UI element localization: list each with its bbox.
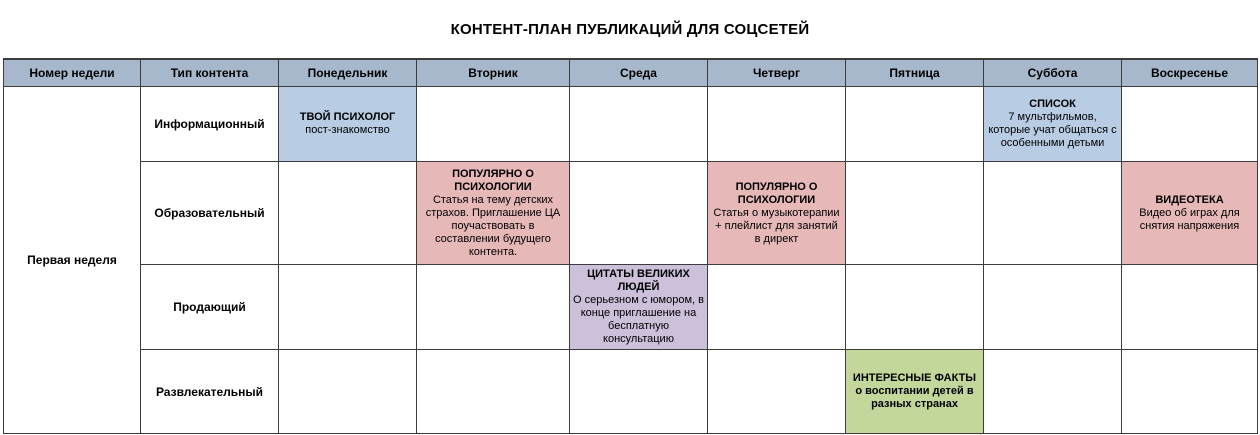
empty-cell (984, 350, 1122, 434)
content-cell-text: о воспитании детей в разных странах (855, 385, 974, 410)
content-cell-text: пост-знакомство (305, 124, 390, 136)
content-type-label: Продающий (141, 265, 279, 350)
content-cell (279, 87, 417, 162)
content-type-label: Развлекательный (141, 350, 279, 434)
column-header: Суббота (984, 59, 1122, 87)
empty-cell (846, 87, 984, 162)
table-row (4, 265, 1258, 350)
column-header: Воскресенье (1122, 59, 1258, 87)
content-cell-title: ПОПУЛЯРНО О ПСИХОЛОГИИ (452, 167, 534, 193)
content-cell-title: ВИДЕОТЕКА (1155, 193, 1224, 206)
content-cell (1122, 162, 1258, 265)
empty-cell (417, 350, 570, 434)
empty-cell (279, 162, 417, 265)
empty-cell (1122, 265, 1258, 350)
week-label: Первая неделя (4, 87, 141, 434)
empty-cell (570, 87, 708, 162)
empty-cell (279, 265, 417, 350)
page-title: КОНТЕНТ-ПЛАН ПУБЛИКАЦИЙ ДЛЯ СОЦСЕТЕЙ (450, 21, 810, 38)
column-header: Среда (570, 59, 708, 87)
table-row (4, 350, 1258, 434)
empty-cell (417, 87, 570, 162)
content-cell (708, 162, 846, 265)
empty-cell (708, 87, 846, 162)
column-header: Пятница (846, 59, 984, 87)
empty-cell (708, 265, 846, 350)
content-plan-table (3, 58, 1258, 434)
content-cell-title: ПОПУЛЯРНО О ПСИХОЛОГИИ (735, 180, 818, 206)
column-header: Четверг (708, 59, 846, 87)
empty-cell (984, 265, 1122, 350)
empty-cell (1122, 87, 1258, 162)
table-row (4, 87, 1258, 162)
content-type-label: Информационный (141, 87, 279, 162)
content-cell (570, 265, 708, 350)
content-cell-text: 7 мультфильмов, которые учат общаться с особенными детьми (988, 111, 1117, 149)
header-row (4, 59, 1258, 87)
empty-cell (846, 265, 984, 350)
content-cell-title: СПИСОК (1029, 98, 1076, 110)
empty-cell (570, 162, 708, 265)
empty-cell (417, 265, 570, 350)
content-cell-text: Видео об играх для снятия напряжения (1139, 206, 1240, 232)
column-header: Номер недели (4, 59, 141, 87)
content-cell-title: ИНТЕРЕСНЫЕ ФАКТЫ (852, 372, 977, 384)
column-header: Понедельник (279, 59, 417, 87)
empty-cell (984, 162, 1122, 265)
table-body (4, 87, 1258, 434)
content-cell (417, 162, 570, 265)
content-cell-text: О серьезном с юмором, в конце приглашение на бесплатную консультацию (573, 294, 704, 345)
content-cell (984, 87, 1122, 162)
content-cell-title: ЦИТАТЫ ВЕЛИКИХ ЛЮДЕЙ (587, 268, 690, 293)
content-cell-text: Статья о музыкотерапии + плейлист для занятий в директ (713, 206, 840, 245)
column-header: Вторник (417, 59, 570, 87)
content-cell-text: Статья на тему детских страхов. Приглашение ЦА поучаствовать в составлении будущего контента. (425, 193, 561, 258)
table-row (4, 162, 1258, 265)
empty-cell (279, 350, 417, 434)
content-cell-title: ТВОЙ ПСИХОЛОГ (299, 111, 396, 123)
column-header: Тип контента (141, 59, 279, 87)
empty-cell (1122, 350, 1258, 434)
content-type-label: Образовательный (141, 162, 279, 265)
content-cell (846, 350, 984, 434)
empty-cell (708, 350, 846, 434)
empty-cell (846, 162, 984, 265)
empty-cell (570, 350, 708, 434)
